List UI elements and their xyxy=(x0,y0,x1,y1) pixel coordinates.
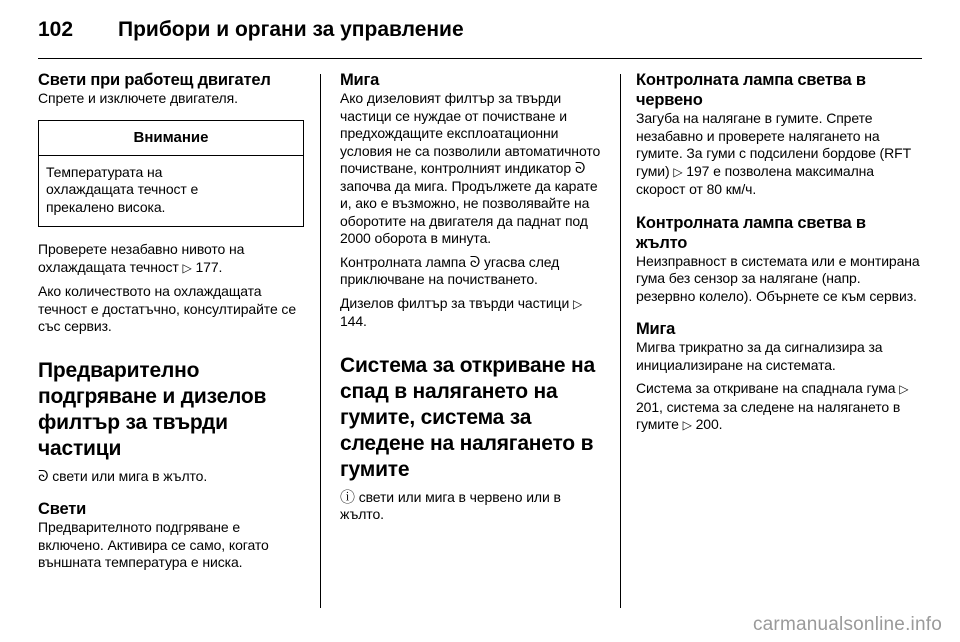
warning-line-2: охлаждащата течност е xyxy=(46,181,199,197)
paragraph-dpf-ref xyxy=(340,295,606,331)
paragraph-preheat-active: Предварителното подгряване е включено. Активира се само, когато външната температура е ниска. xyxy=(38,519,269,570)
heading-lamp-yellow: Контролната лампа светва в жълто xyxy=(636,213,866,252)
pressure-loss-text-a: Загуба на налягане в гумите. Спрете незабавно и проверете налягането на гумите. За гуми с подсилени бордове (RFT гуми) xyxy=(636,110,911,179)
page-ref-arrow-icon: ▷ xyxy=(682,418,692,432)
check-coolant-text: Проверете незабавно нивото на охлаждащата течност xyxy=(38,241,245,275)
header-divider xyxy=(38,58,922,59)
heading-running-engine: Свети при работещ двигател xyxy=(38,71,271,89)
paragraph-tpms-refs xyxy=(636,380,920,435)
page-number: 102 xyxy=(38,18,74,41)
dpf-cleaning-text-a: Ако дизеловият филтър за твърди частици се нуждае от почистване и предхождащите експлоатационни условия не са позволили автоматичното почистване, контролният индикатор xyxy=(340,90,601,176)
lamp-off-text-a: Контролната лампа xyxy=(340,253,470,270)
paragraph-system-fault: Неизправност в системата или е монтирана гума без сензор за налягане (напр. резервно колело). Обърнете се към сервиз. xyxy=(636,252,920,304)
tpms-status-text: свети или мига в червено или в жълто. xyxy=(340,488,561,522)
tpms-refs-text-a: Система за откриване на спаднала гума xyxy=(636,380,900,396)
watermark: carmanualsonline.info xyxy=(752,614,942,635)
page-ref-arrow-icon: ▷ xyxy=(573,296,583,311)
page-header xyxy=(38,14,922,54)
page-ref-arrow-icon: ▷ xyxy=(673,164,683,179)
glow-plug-icon: ᘐ xyxy=(469,252,481,271)
page-title: Прибори и органи за управление xyxy=(118,18,464,41)
paragraph-stop-engine: Спрете и изключете двигателя. xyxy=(38,90,238,106)
lamp-off-text-b: угасва след приключване на почистването. xyxy=(340,253,560,287)
heading-flashing-tpms: Мига xyxy=(636,320,676,338)
paragraph-dpf-cleaning xyxy=(340,90,606,248)
glow-plug-icon: ᘐ xyxy=(38,466,49,485)
heading-preheat-dpf: Предварително подгряване и дизелов филтър за твърди частици xyxy=(38,358,267,460)
pressure-loss-text-b: 197 е позволена максимална скорост от 80 км/ч. xyxy=(636,162,874,197)
column-1 xyxy=(38,70,304,572)
column-3 xyxy=(636,70,920,435)
column-divider-1 xyxy=(320,74,321,608)
warning-line-1: Температурата на xyxy=(46,163,163,180)
warning-box xyxy=(38,120,304,228)
heading-flashing: Мига xyxy=(340,71,380,89)
dpf-ref-page[interactable]: 144. xyxy=(340,313,367,329)
heading-lamp-red: Контролната лампа светва в червено xyxy=(636,71,866,109)
tpms-refs-text-b[interactable]: 201, система за следене на налягането в гумите xyxy=(636,398,901,432)
warning-line-3: прекалено висока. xyxy=(46,198,166,215)
paragraph-initialization: Мигва трикратно за да сигнализира за инициализиране на системата. xyxy=(636,339,883,373)
tire-pressure-icon: ⓘ xyxy=(340,487,355,506)
warning-title: Внимание xyxy=(39,121,303,156)
paragraph-pressure-loss xyxy=(636,110,920,199)
column-2 xyxy=(340,70,606,524)
check-coolant-ref[interactable]: 177. xyxy=(191,258,223,275)
preheat-status-text: свети или мига в жълто. xyxy=(48,467,208,484)
paragraph-preheat-status xyxy=(38,468,304,486)
paragraph-lamp-off xyxy=(340,254,606,289)
dpf-cleaning-text-b: започва да мига. Продължете да карате и, ако е възможно, не позволявайте на оборотите на двигателя да паднат под 2000 оборота в минута. xyxy=(340,177,598,246)
page-ref-arrow-icon: ▷ xyxy=(899,382,909,396)
paragraph-check-coolant xyxy=(38,241,304,277)
tpms-refs-text-c[interactable]: 200. xyxy=(691,416,723,432)
dpf-ref-text: Дизелов филтър за твърди частици xyxy=(340,294,573,311)
page-ref-arrow-icon: ▷ xyxy=(182,260,192,275)
warning-body xyxy=(39,156,303,227)
heading-tpms: Система за откриване на спад в налягането на гумите, система за следене на налягането в гумите xyxy=(340,353,595,481)
glow-plug-icon: ᘐ xyxy=(574,159,586,177)
heading-lights-on: Свети xyxy=(38,500,87,518)
paragraph-coolant-sufficient: Ако количеството на охлаждащата течност е достатъчно, консултирайте се със сервиз. xyxy=(38,283,297,334)
column-divider-2 xyxy=(620,74,621,608)
paragraph-tpms-status xyxy=(340,489,606,524)
